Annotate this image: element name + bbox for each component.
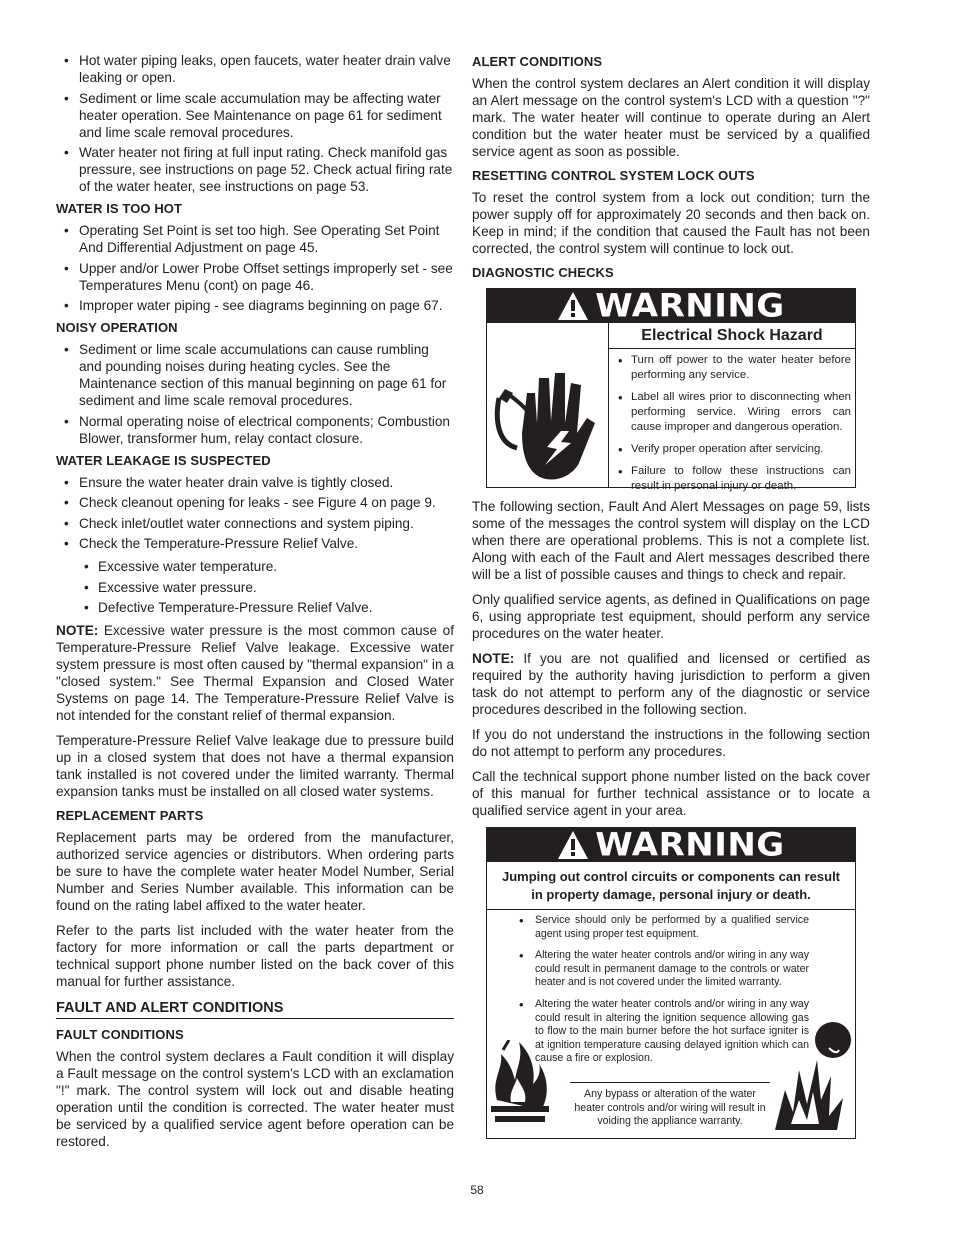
list-item: • Sediment or lime scale accumulation may be affecting water heater operation. See Maintenance on page 61 for sediment and lime scale removal procedures. xyxy=(56,90,454,141)
list-item: • Excessive water pressure. xyxy=(56,579,454,596)
left-column xyxy=(56,52,454,1158)
warning-item: • Service should only be performed by a qualified service agent using proper test equipment. xyxy=(515,914,809,941)
cause-list xyxy=(56,52,454,195)
instructions-paragraph: If you do not understand the instructions in the following section do not attempt to perform any procedures. xyxy=(472,727,870,759)
warning-list xyxy=(515,914,809,1074)
relief-valve-sublist xyxy=(56,558,454,616)
page-number: 58 xyxy=(470,1183,484,1197)
fire-icon xyxy=(489,1040,551,1132)
warning-subtitle: Electrical Shock Hazard xyxy=(609,323,855,349)
warning-item: • Turn off power to the water heater before performing any service. xyxy=(609,353,851,383)
warning-list xyxy=(609,349,855,494)
section-heading-replacement: REPLACEMENT PARTS xyxy=(56,808,204,823)
list-item: • Normal operating noise of electrical components; Combustion Blower, transformer hum, relay contact closure. xyxy=(56,413,454,447)
note-label: NOTE: xyxy=(472,651,515,666)
warning-item: • Label all wires prior to disconnecting when performing service. Wiring errors can cause improper and dangerous operation. xyxy=(609,390,851,435)
replacement-paragraph-1: Replacement parts may be ordered from the manufacturer, authorized service agencies or distributors. When ordering parts be sure to have the complete water heater Model Number, Serial Number and Series Number available. This information can be found on the rating label affixed to the water heater. xyxy=(56,830,454,913)
warranty-footer: Any bypass or alteration of the water heater controls and/or wiring will result in voiding the appliance warranty. xyxy=(570,1082,770,1129)
list-item: • Improper water piping - see diagrams beginning on page 67. xyxy=(56,297,454,314)
warning-triangle-icon xyxy=(557,830,589,860)
list-item: • Check cleanout opening for leaks - see Figure 4 on page 9. xyxy=(56,494,454,511)
list-item: • Upper and/or Lower Probe Offset settings improperly set - see Temperatures Menu (cont) on page 46. xyxy=(56,260,454,294)
note-text: If you are not qualified and licensed or certified as required by the authority having jurisdiction to perform a given task do not attempt to perform any of the diagnostic or service procedures described in the following section. xyxy=(472,651,870,717)
section-heading-noisy: NOISY OPERATION xyxy=(56,320,178,335)
list-item: • Defective Temperature-Pressure Relief Valve. xyxy=(56,599,454,616)
list-item: • Check the Temperature-Pressure Relief Valve. xyxy=(56,535,454,552)
section-heading-fault: FAULT CONDITIONS xyxy=(56,1027,184,1042)
noisy-list xyxy=(56,341,454,447)
section-heading-diagnostic: DIAGNOSTIC CHECKS xyxy=(472,265,614,280)
warning-header xyxy=(487,289,855,323)
explosion-icon xyxy=(773,1020,855,1132)
warning-item: • Failure to follow these instructions can result in personal injury or death. xyxy=(609,464,851,494)
section-heading-too-hot: WATER IS TOO HOT xyxy=(56,201,183,216)
warning-header xyxy=(487,828,855,862)
right-column xyxy=(472,52,870,1149)
note-text: Excessive water pressure is the most common cause of Temperature-Pressure Relief Valve leakage. Excessive water system pressure is most often caused by "thermal expansion" in a "closed system." See Thermal Expansion and Closed Water Systems on page 14. The Temperature-Pressure Relief Valve is not intended for the constant relief of thermal expansion. xyxy=(56,623,454,723)
leakage-note xyxy=(56,622,454,724)
list-item: • Water heater not firing at full input rating. Check manifold gas pressure, see instructions on page 52. Check actual firing rate of the water heater, see instructions on page 53. xyxy=(56,144,454,195)
warning-subtitle: Jumping out control circuits or components can result in property damage, personal injury or death. xyxy=(487,862,855,910)
section-heading-reset: RESETTING CONTROL SYSTEM LOCK OUTS xyxy=(472,168,755,183)
alert-paragraph: When the control system declares an Alert condition it will display an Alert message on the control system's LCD with a question "?" mark. The water heater will continue to operate during an Alert condition but the water heater must be serviced by a qualified service agent as soon as possible. xyxy=(472,76,870,159)
list-item: • Ensure the water heater drain valve is tightly closed. xyxy=(56,474,454,491)
control-circuit-warning xyxy=(486,827,856,1139)
list-item: • Check inlet/outlet water connections and system piping. xyxy=(56,515,454,532)
warning-item: • Altering the water heater controls and/or wiring in any way could result in altering the ignition sequence allowing gas to flow to the main burner before the hot surface igniter is at ignition temperature causing delayed ignition which can cause a fire or explosion. xyxy=(515,998,809,1066)
leakage-list xyxy=(56,474,454,553)
reset-paragraph: To reset the control system from a lock out condition; turn the power supply off for approximately 20 seconds and then back on. Keep in mind; if the condition that caused the Fault has not been corrected, the control system will continue to lock out. xyxy=(472,190,870,256)
list-item: • Hot water piping leaks, open faucets, water heater drain valve leaking or open. xyxy=(56,52,454,86)
warning-title: WARNING xyxy=(595,287,785,325)
qualified-agents-paragraph: Only qualified service agents, as defined in Qualifications on page 6, using appropriate test equipment, should perform any service procedures on the water heater. xyxy=(472,592,870,641)
warning-item: • Verify proper operation after servicing. xyxy=(609,442,851,457)
replacement-paragraph-2: Refer to the parts list included with the water heater from the factory for more information or call the parts department or technical support phone number listed on the back cover of this manual for further assistance. xyxy=(56,923,454,989)
leakage-paragraph: Temperature-Pressure Relief Valve leakage due to pressure build up in a closed system that does not have a thermal expansion tank installed is not covered under the limited warranty. Thermal expansion tanks must be installed on all closed water systems. xyxy=(56,733,454,799)
section-title-fault-alert: FAULT AND ALERT CONDITIONS xyxy=(56,1000,454,1019)
shock-hand-icon xyxy=(487,323,609,487)
electrical-shock-warning xyxy=(486,287,856,492)
section-heading-leakage: WATER LEAKAGE IS SUSPECTED xyxy=(56,452,271,468)
warning-title: WARNING xyxy=(595,826,785,864)
qualification-note xyxy=(472,650,870,718)
list-item: • Excessive water temperature. xyxy=(56,558,454,575)
list-item: • Sediment or lime scale accumulations can cause rumbling and pounding noises during heating cycles. See the Maintenance section of this manual beginning on page 61 for sediment and lime scale removal procedures. xyxy=(56,341,454,409)
list-item: • Operating Set Point is set too high. See Operating Set Point And Differential Adjustment on page 45. xyxy=(56,222,454,256)
support-paragraph: Call the technical support phone number listed on the back cover of this manual for further technical assistance or to locate a qualified service agent in your area. xyxy=(472,769,870,818)
fault-messages-paragraph: The following section, Fault And Alert Messages on page 59, lists some of the messages the control system will display on the LCD when there are operational problems. This is not a complete list. Along with each of the Fault and Alert messages described there will be a list of possible causes and things to check and repair. xyxy=(472,499,870,582)
warning-triangle-icon xyxy=(557,291,589,321)
note-label: NOTE: xyxy=(56,623,99,638)
too-hot-list xyxy=(56,222,454,314)
section-heading-alert: ALERT CONDITIONS xyxy=(472,54,603,69)
warning-item: • Altering the water heater controls and/or wiring in any way could result in permanent damage to the controls or water heater and is not covered under the limited warranty. xyxy=(515,949,809,990)
fault-paragraph: When the control system declares a Fault condition it will display a Fault message on the control system's LCD with an exclamation "!" mark. The control system will lock out and disable heating operation until the condition is corrected. The water heater must be serviced by a qualified service agent before operation can be restored. xyxy=(56,1049,454,1149)
